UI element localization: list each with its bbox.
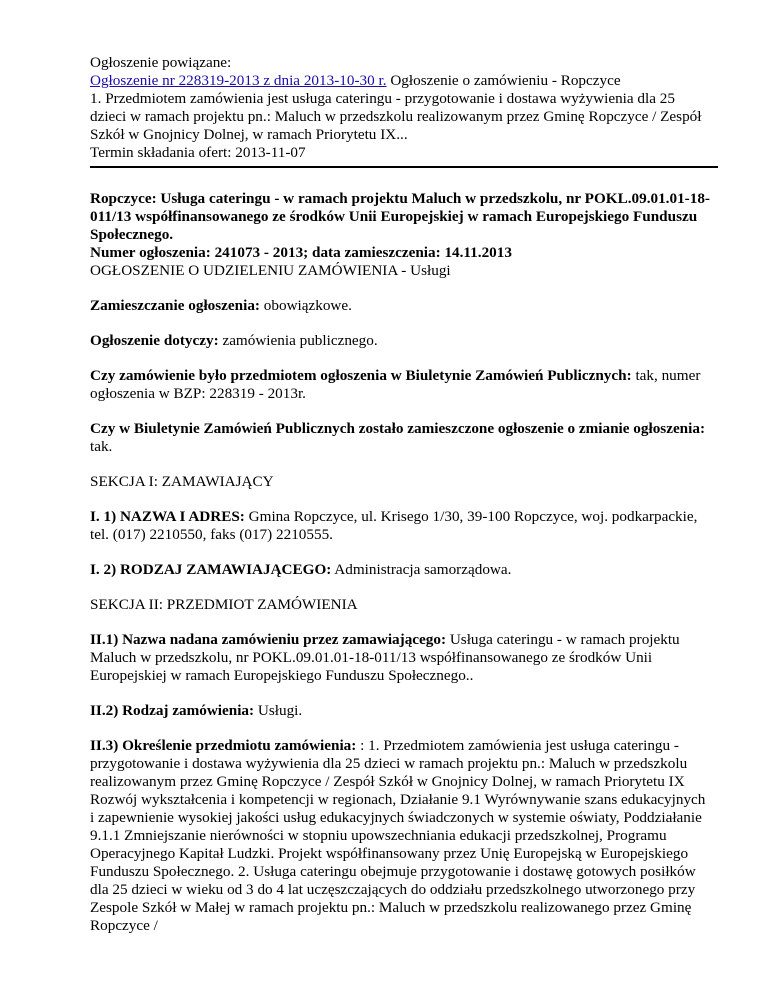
related-link-line — [90, 72, 710, 90]
field-label: II.1) Nazwa nadana zamówieniu przez zamawiającego: — [90, 631, 447, 648]
field-value: Usługa cateringu - w ramach projektu Maluch w przedszkolu, nr POKL.09.01.01-18-011/13 współfinansowanego ze środków Unii Europejskiej w ramach Europejskiego Funduszu Społecznego.. — [90, 631, 680, 684]
field-label: Ogłoszenie dotyczy: — [90, 332, 219, 349]
field-value: obowiązkowe. — [259, 297, 352, 314]
notice-title: Ropczyce: Usługa cateringu - w ramach projektu Maluch w przedszkolu, nr POKL.09.01.01-18-011/13 współfinansowanego ze środków Unii Europejskiej w ramach Europejskiego Funduszu Społecznego. — [90, 190, 710, 243]
field-bzp — [90, 367, 710, 403]
related-notice — [90, 54, 710, 162]
field-label: I. 2) RODZAJ ZAMAWIAJĄCEGO: — [90, 561, 332, 578]
divider — [90, 166, 718, 168]
related-description: 1. Przedmiotem zamówienia jest usługa cateringu - przygotowanie i dostawa wyżywienia dla 25 dzieci w ramach projektu pn.: Maluch w przedszkolu realizowanym przez Gminę Ropczyce / Zespół Szkół w Gnojnicy Dolnej, w ramach Priorytetu IX... — [90, 90, 702, 143]
field-value: tak. — [90, 438, 113, 455]
section-2-kind — [90, 702, 710, 720]
notice-type: OGŁOSZENIE O UDZIELENIU ZAMÓWIENIA - Usługi — [90, 262, 451, 279]
field-change — [90, 420, 710, 456]
field-label: II.3) Określenie przedmiotu zamówienia: — [90, 737, 357, 754]
related-notice-link[interactable]: Ogłoszenie nr 228319-2013 z dnia 2013-10-30 r. — [90, 72, 387, 89]
field-label: Czy w Biuletynie Zamówień Publicznych zostało zamieszczone ogłoszenie o zmianie ogłoszenia: — [90, 420, 706, 437]
field-label: II.2) Rodzaj zamówienia: — [90, 702, 255, 719]
related-link-suffix: Ogłoszenie o zamówieniu - Ropczyce — [386, 72, 621, 89]
section-2-name — [90, 631, 710, 685]
field-value: : 1. Przedmiotem zamówienia jest usługa cateringu - przygotowanie i dostawa wyżywienia dla 25 dzieci w ramach projektu pn.: Maluch w przedszkolu realizowanym przez Gminę Ropczyce / Zespół Szkół w Gnojnicy Dolnej, w ramach Priorytetu IX Rozwój wykształcenia i kompetencji w regionach, Działanie 9.1 Wyrównywanie szans edukacyjnych i zapewnienie wysokiej jakości usług edukacyjnych świadczonych w systemie oświaty, Poddziałanie 9.1.1 Zmniejszanie nierówności w stopniu upowszechniania edukacji przedszkolnej, Programu Operacyjnego Kapitał Ludzki. Projekt współfinansowany przez Unię Europejską w Europejskiego Funduszu Społecznego. 2. Usługa cateringu obejmuje przygotowanie i dostawę gotowych posiłków dla 25 dzieci w wieku od 3 do 4 lat uczęszczających do oddziału przedszkolnego utworzonego przy Zespole Szkół w Małej w ramach projektu pn.: Maluch w przedszkolu realizowanego przez Gminę Ropczyce / — [90, 737, 706, 934]
field-label: I. 1) NAZWA I ADRES: — [90, 508, 245, 525]
section-2-subject — [90, 737, 710, 935]
field-concerns — [90, 332, 710, 350]
field-publication — [90, 297, 710, 315]
field-value: tak, numer ogłoszenia w BZP: 228319 - 2013r. — [90, 367, 701, 402]
notice-number: Numer ogłoszenia: 241073 - 2013; data zamieszczenia: 14.11.2013 — [90, 244, 512, 261]
section-2-heading: SEKCJA II: PRZEDMIOT ZAMÓWIENIA — [90, 596, 358, 613]
section-1-kind — [90, 561, 710, 579]
notice-header — [90, 190, 710, 280]
related-heading: Ogłoszenie powiązane: — [90, 54, 232, 71]
section-1-heading: SEKCJA I: ZAMAWIAJĄCY — [90, 473, 274, 490]
field-value: Administracja samorządowa. — [331, 561, 512, 578]
field-label: Zamieszczanie ogłoszenia: — [90, 297, 260, 314]
field-value: zamówienia publicznego. — [218, 332, 378, 349]
related-deadline: Termin składania ofert: 2013-11-07 — [90, 144, 306, 161]
field-value: Usługi. — [254, 702, 303, 719]
field-value: Gmina Ropczyce, ul. Krisego 1/30, 39-100 Ropczyce, woj. podkarpackie, tel. (017) 2210550, faks (017) 2210555. — [90, 508, 698, 543]
section-1-name — [90, 508, 710, 544]
field-label: Czy zamówienie było przedmiotem ogłoszenia w Biuletynie Zamówień Publicznych: — [90, 367, 632, 384]
